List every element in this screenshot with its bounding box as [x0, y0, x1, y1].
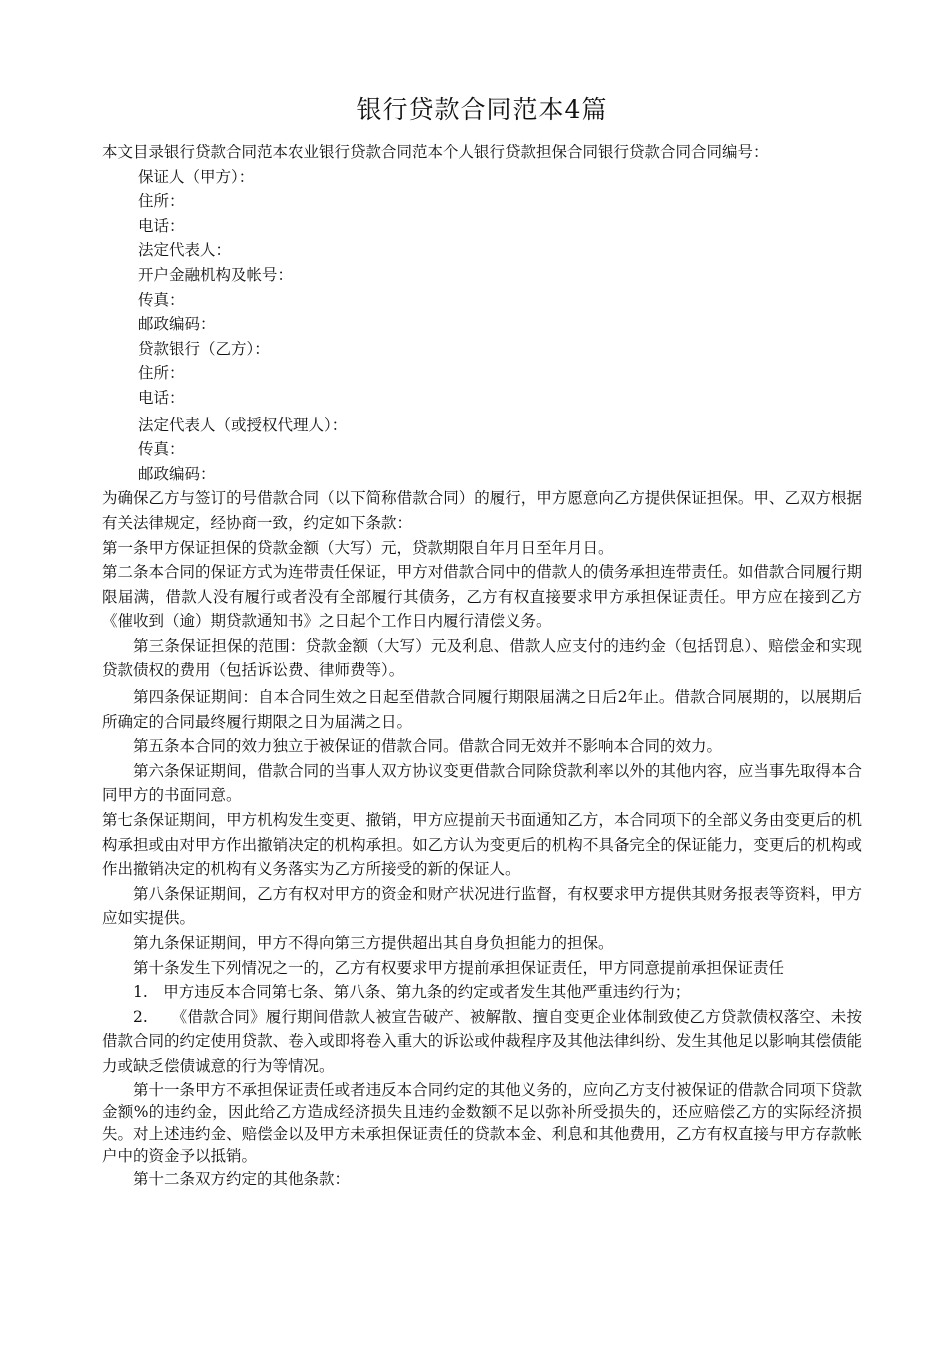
article-3: 第三条保证担保的范围：贷款金额（大写）元及利息、借款人应支付的违约金（包括罚息）、赔偿金和实现贷款债权的费用（包括诉讼费、律师费等）。 [102, 636, 862, 680]
article-10: 第十条发生下列情况之一的，乙方有权要求甲方提前承担保证责任，甲方同意提前承担保证责任 [133, 958, 785, 977]
document-title: 银行贷款合同范本4篇 [356, 95, 608, 124]
intro-text: 本文目录银行贷款合同范本农业银行贷款合同范本个人银行贷款担保合同银行贷款合同合同编号： [102, 143, 769, 161]
field-lender-phone: 电话： [138, 388, 185, 407]
article-1: 第一条甲方保证担保的贷款金额（大写）元，贷款期限自年月日至年月日。 [102, 538, 614, 557]
article-4: 第四条保证期间：自本合同生效之日起至借款合同履行期限届满之日后2年止。借款合同展期的，以展期后所确定的合同最终履行期限之日为届满之日。 [102, 688, 862, 731]
field-lender: 贷款银行（乙方）： [138, 339, 270, 358]
field-guarantor: 保证人（甲方）： [138, 167, 255, 186]
party-fields-b [102, 413, 862, 487]
article-9: 第九条保证期间，甲方不得向第三方提供超出其自身负担能力的担保。 [133, 934, 614, 952]
field-lender-address: 住所： [138, 364, 185, 383]
article-12: 第十二条双方约定的其他条款： [133, 1169, 351, 1188]
party-fields-a [102, 165, 862, 411]
field-guarantor-representative: 法定代表人： [138, 241, 232, 260]
article-2: 第二条本合同的保证方式为连带责任保证，甲方对借款合同中的借款人的债务承担连带责任。如借款合同履行期限届满，借款人没有履行或者没有全部履行其债务，乙方有权直接要求甲方承担保证责任。甲方应在接到乙方《催收到（逾）期贷款通知书》之日起个工作日内履行清偿义务。 [102, 563, 862, 631]
article-10-item-1: 1. 甲方违反本合同第七条、第八条、第九条的约定或者发生其他严重违约行为； [133, 983, 691, 1002]
article-7: 第七条保证期间，甲方机构发生变更、撤销，甲方应提前天书面通知乙方，本合同项下的全部义务由变更后的机构承担或由对甲方作出撤销决定的机构承担。如乙方认为变更后的机构不具备完全的保证能力，变更后的机构或作出撤销决定的机构有义务落实为乙方所接受的新的保证人。 [102, 811, 862, 879]
field-guarantor-postcode: 邮政编码： [138, 315, 216, 334]
field-guarantor-address: 住所： [138, 192, 185, 211]
field-lender-representative: 法定代表人（或授权代理人）： [138, 415, 348, 434]
article-11: 第十一条甲方不承担保证责任或者违反本合同约定的其他义务的，应向乙方支付被保证的借款合同项下贷款金额%的违约金，因此给乙方造成经济损失且违约金数额不足以弥补所受损失的，还应赔偿乙方的实际经济损失。对上述违约金、赔偿金以及甲方未承担保证责任的贷款本金、利息和其他费用，乙方有权直接与甲方存款帐户中的资金予以抵销。 [102, 1080, 862, 1165]
article-8: 第八条保证期间，乙方有权对甲方的资金和财产状况进行监督，有权要求甲方提供其财务报表等资料，甲方应如实提供。 [102, 884, 862, 928]
field-guarantor-bank-account: 开户金融机构及帐号： [138, 265, 294, 284]
article-5: 第五条本合同的效力独立于被保证的借款合同。借款合同无效并不影响本合同的效力。 [133, 737, 723, 756]
field-guarantor-phone: 电话： [138, 216, 185, 235]
preamble-paragraph: 为确保乙方与签订的号借款合同（以下简称借款合同）的履行，甲方愿意向乙方提供保证担保。甲、乙双方根据有关法律规定，经协商一致，约定如下条款： [102, 489, 862, 532]
field-lender-fax: 传真： [138, 440, 185, 459]
article-6: 第六条保证期间，借款合同的当事人双方协议变更借款合同除贷款利率以外的其他内容，应当事先取得本合同甲方的书面同意。 [102, 761, 862, 805]
article-10-item-2: 2. 《借款合同》履行期间借款人被宣告破产、被解散、擅自变更企业体制致使乙方贷款债权落空、未按借款合同的约定使用贷款、卷入或即将卷入重大的诉讼或仲裁程序及其他法律纠纷、发生其他足以影响其偿债能力或缺乏偿债诚意的行为等情况。 [102, 1007, 862, 1075]
field-guarantor-fax: 传真： [138, 290, 185, 309]
field-lender-postcode: 邮政编码： [138, 464, 216, 483]
